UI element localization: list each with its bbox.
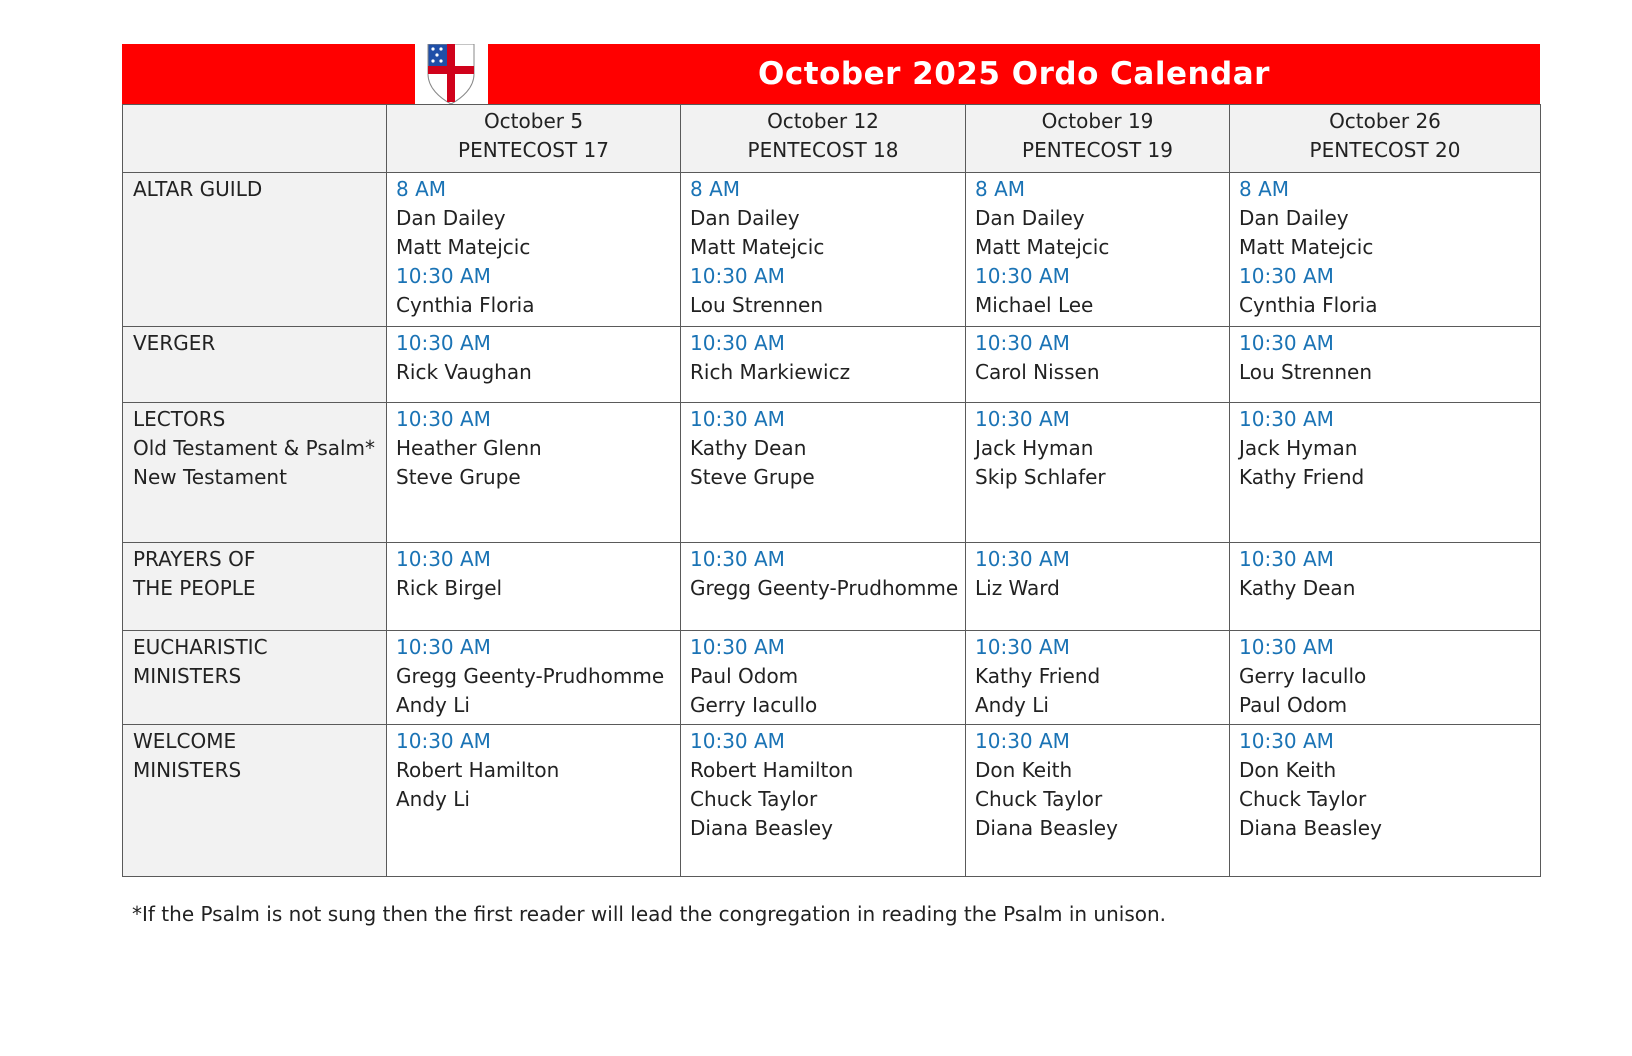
corner-cell	[123, 105, 387, 173]
ministry-role-cell	[123, 327, 387, 403]
volunteer-name: Michael Lee	[975, 293, 1094, 317]
ministry-role-label: VERGER	[133, 331, 216, 355]
assignment-cell	[1230, 403, 1541, 543]
volunteer-name: Dan Dailey	[975, 206, 1085, 230]
service-time: 10:30 AM	[1239, 331, 1334, 355]
ministry-row	[123, 631, 1541, 725]
assignment-cell	[681, 173, 966, 327]
liturgical-sunday: PENTECOST 18	[747, 138, 899, 162]
volunteer-name: Jack Hyman	[1239, 436, 1358, 460]
volunteer-name: Kathy Friend	[975, 664, 1101, 688]
assignment-cell	[387, 631, 681, 725]
service-time: 8 AM	[396, 177, 447, 201]
volunteer-name: Gerry Iacullo	[1239, 664, 1367, 688]
volunteer-name: Andy Li	[975, 693, 1049, 717]
ministry-role-label: Old Testament & Psalm*	[133, 436, 376, 460]
service-time: 10:30 AM	[396, 407, 491, 431]
ministry-role-cell	[123, 631, 387, 725]
service-date: October 12	[767, 109, 879, 133]
date-header-cell	[966, 105, 1230, 173]
service-time: 10:30 AM	[1239, 264, 1334, 288]
ministry-role-label: WELCOME	[133, 729, 237, 753]
liturgical-sunday: PENTECOST 19	[1022, 138, 1173, 162]
volunteer-name: Chuck Taylor	[975, 787, 1103, 811]
volunteer-name: Heather Glenn	[396, 436, 542, 460]
assignment-cell	[966, 327, 1230, 403]
volunteer-name: Diana Beasley	[975, 816, 1118, 840]
service-time: 10:30 AM	[975, 729, 1070, 753]
ministry-row	[123, 327, 1541, 403]
volunteer-name: Cynthia Floria	[396, 293, 535, 317]
ministry-row	[123, 543, 1541, 631]
volunteer-name: Robert Hamilton	[396, 758, 560, 782]
volunteer-name: Gregg Geenty-Prudhomme	[690, 576, 959, 600]
volunteer-name: Andy Li	[396, 693, 470, 717]
service-date: October 5	[483, 109, 584, 133]
volunteer-name: Don Keith	[975, 758, 1073, 782]
ministry-role-cell	[123, 725, 387, 877]
ministry-role-cell	[123, 403, 387, 543]
assignment-cell	[1230, 327, 1541, 403]
assignment-cell	[966, 173, 1230, 327]
service-time: 10:30 AM	[690, 547, 785, 571]
service-time: 10:30 AM	[690, 331, 785, 355]
ministry-role-label: EUCHARISTIC	[133, 635, 268, 659]
service-time: 8 AM	[975, 177, 1026, 201]
volunteer-name: Paul Odom	[1239, 693, 1348, 717]
service-time: 8 AM	[690, 177, 741, 201]
volunteer-name: Robert Hamilton	[690, 758, 854, 782]
page-title: October 2025 Ordo Calendar	[758, 56, 1270, 92]
service-time: 10:30 AM	[396, 264, 491, 288]
volunteer-name: Matt Matejcic	[690, 235, 825, 259]
ministry-role-cell	[123, 173, 387, 327]
footnote: *If the Psalm is not sung then the first reader will lead the congregation in reading the Psalm in unison.	[132, 902, 1167, 926]
volunteer-name: Dan Dailey	[1239, 206, 1349, 230]
assignment-cell	[966, 725, 1230, 877]
assignment-cell	[387, 327, 681, 403]
service-date: October 19	[1041, 109, 1154, 133]
service-time: 10:30 AM	[1239, 729, 1334, 753]
assignment-cell	[387, 725, 681, 877]
volunteer-name: Liz Ward	[975, 576, 1060, 600]
volunteer-name: Paul Odom	[690, 664, 799, 688]
ministry-role-label: PRAYERS OF	[133, 547, 256, 571]
episcopal-shield-logo	[415, 44, 488, 104]
ministry-role-label: THE PEOPLE	[133, 576, 256, 600]
service-time: 10:30 AM	[975, 264, 1070, 288]
liturgical-sunday: PENTECOST 20	[1309, 138, 1461, 162]
assignment-cell	[387, 173, 681, 327]
volunteer-name: Matt Matejcic	[1239, 235, 1374, 259]
date-header-cell	[681, 105, 966, 173]
service-time: 10:30 AM	[690, 264, 785, 288]
volunteer-name: Jack Hyman	[975, 436, 1094, 460]
service-time: 10:30 AM	[975, 547, 1070, 571]
volunteer-name: Kathy Dean	[690, 436, 807, 460]
service-time: 10:30 AM	[396, 729, 491, 753]
liturgical-sunday: PENTECOST 17	[458, 138, 609, 162]
volunteer-name: Lou Strennen	[690, 293, 824, 317]
service-time: 10:30 AM	[396, 635, 491, 659]
assignment-cell	[966, 543, 1230, 631]
ordo-schedule-table	[122, 104, 1541, 877]
ministry-role-label: New Testament	[133, 465, 287, 489]
ministry-row	[123, 173, 1541, 327]
ministry-role-cell	[123, 543, 387, 631]
volunteer-name: Dan Dailey	[690, 206, 800, 230]
service-time: 10:30 AM	[1239, 547, 1334, 571]
episcopal-shield-icon	[426, 44, 476, 104]
volunteer-name: Diana Beasley	[1239, 816, 1382, 840]
volunteer-name: Gerry Iacullo	[690, 693, 818, 717]
service-time: 10:30 AM	[690, 729, 785, 753]
volunteer-name: Carol Nissen	[975, 360, 1100, 384]
date-header-cell	[387, 105, 681, 173]
service-time: 10:30 AM	[396, 547, 491, 571]
volunteer-name: Rick Birgel	[396, 576, 503, 600]
volunteer-name: Cynthia Floria	[1239, 293, 1378, 317]
ministry-role-label: MINISTERS	[133, 758, 242, 782]
service-time: 10:30 AM	[396, 331, 491, 355]
volunteer-name: Gregg Geenty-Prudhomme	[396, 664, 665, 688]
assignment-cell	[681, 327, 966, 403]
ministry-role-label: MINISTERS	[133, 664, 242, 688]
service-time: 10:30 AM	[1239, 407, 1334, 431]
service-time: 10:30 AM	[690, 635, 785, 659]
volunteer-name: Rich Markiewicz	[690, 360, 851, 384]
ministry-row	[123, 403, 1541, 543]
service-time: 10:30 AM	[975, 331, 1070, 355]
volunteer-name: Don Keith	[1239, 758, 1337, 782]
assignment-cell	[681, 403, 966, 543]
volunteer-name: Lou Strennen	[1239, 360, 1373, 384]
assignment-cell	[681, 725, 966, 877]
service-date: October 26	[1329, 109, 1441, 133]
volunteer-name: Matt Matejcic	[975, 235, 1110, 259]
service-time: 8 AM	[1239, 177, 1290, 201]
volunteer-name: Chuck Taylor	[690, 787, 818, 811]
date-header-cell	[1230, 105, 1541, 173]
assignment-cell	[1230, 173, 1541, 327]
volunteer-name: Matt Matejcic	[396, 235, 531, 259]
ministry-row	[123, 725, 1541, 877]
assignment-cell	[387, 403, 681, 543]
date-header-row	[123, 105, 1541, 173]
volunteer-name: Kathy Dean	[1239, 576, 1356, 600]
volunteer-name: Kathy Friend	[1239, 465, 1365, 489]
service-time: 10:30 AM	[975, 635, 1070, 659]
volunteer-name: Steve Grupe	[396, 465, 521, 489]
assignment-cell	[1230, 631, 1541, 725]
assignment-cell	[1230, 725, 1541, 877]
assignment-cell	[681, 543, 966, 631]
ministry-role-label: ALTAR GUILD	[133, 177, 263, 201]
service-time: 10:30 AM	[1239, 635, 1334, 659]
assignment-cell	[966, 403, 1230, 543]
service-time: 10:30 AM	[975, 407, 1070, 431]
volunteer-name: Dan Dailey	[396, 206, 506, 230]
volunteer-name: Skip Schlafer	[975, 465, 1106, 489]
ministry-role-label: LECTORS	[133, 407, 226, 431]
assignment-cell	[1230, 543, 1541, 631]
volunteer-name: Andy Li	[396, 787, 470, 811]
service-time: 10:30 AM	[690, 407, 785, 431]
volunteer-name: Chuck Taylor	[1239, 787, 1367, 811]
volunteer-name: Steve Grupe	[690, 465, 815, 489]
assignment-cell	[966, 631, 1230, 725]
volunteer-name: Rick Vaughan	[396, 360, 532, 384]
volunteer-name: Diana Beasley	[690, 816, 833, 840]
assignment-cell	[681, 631, 966, 725]
assignment-cell	[387, 543, 681, 631]
